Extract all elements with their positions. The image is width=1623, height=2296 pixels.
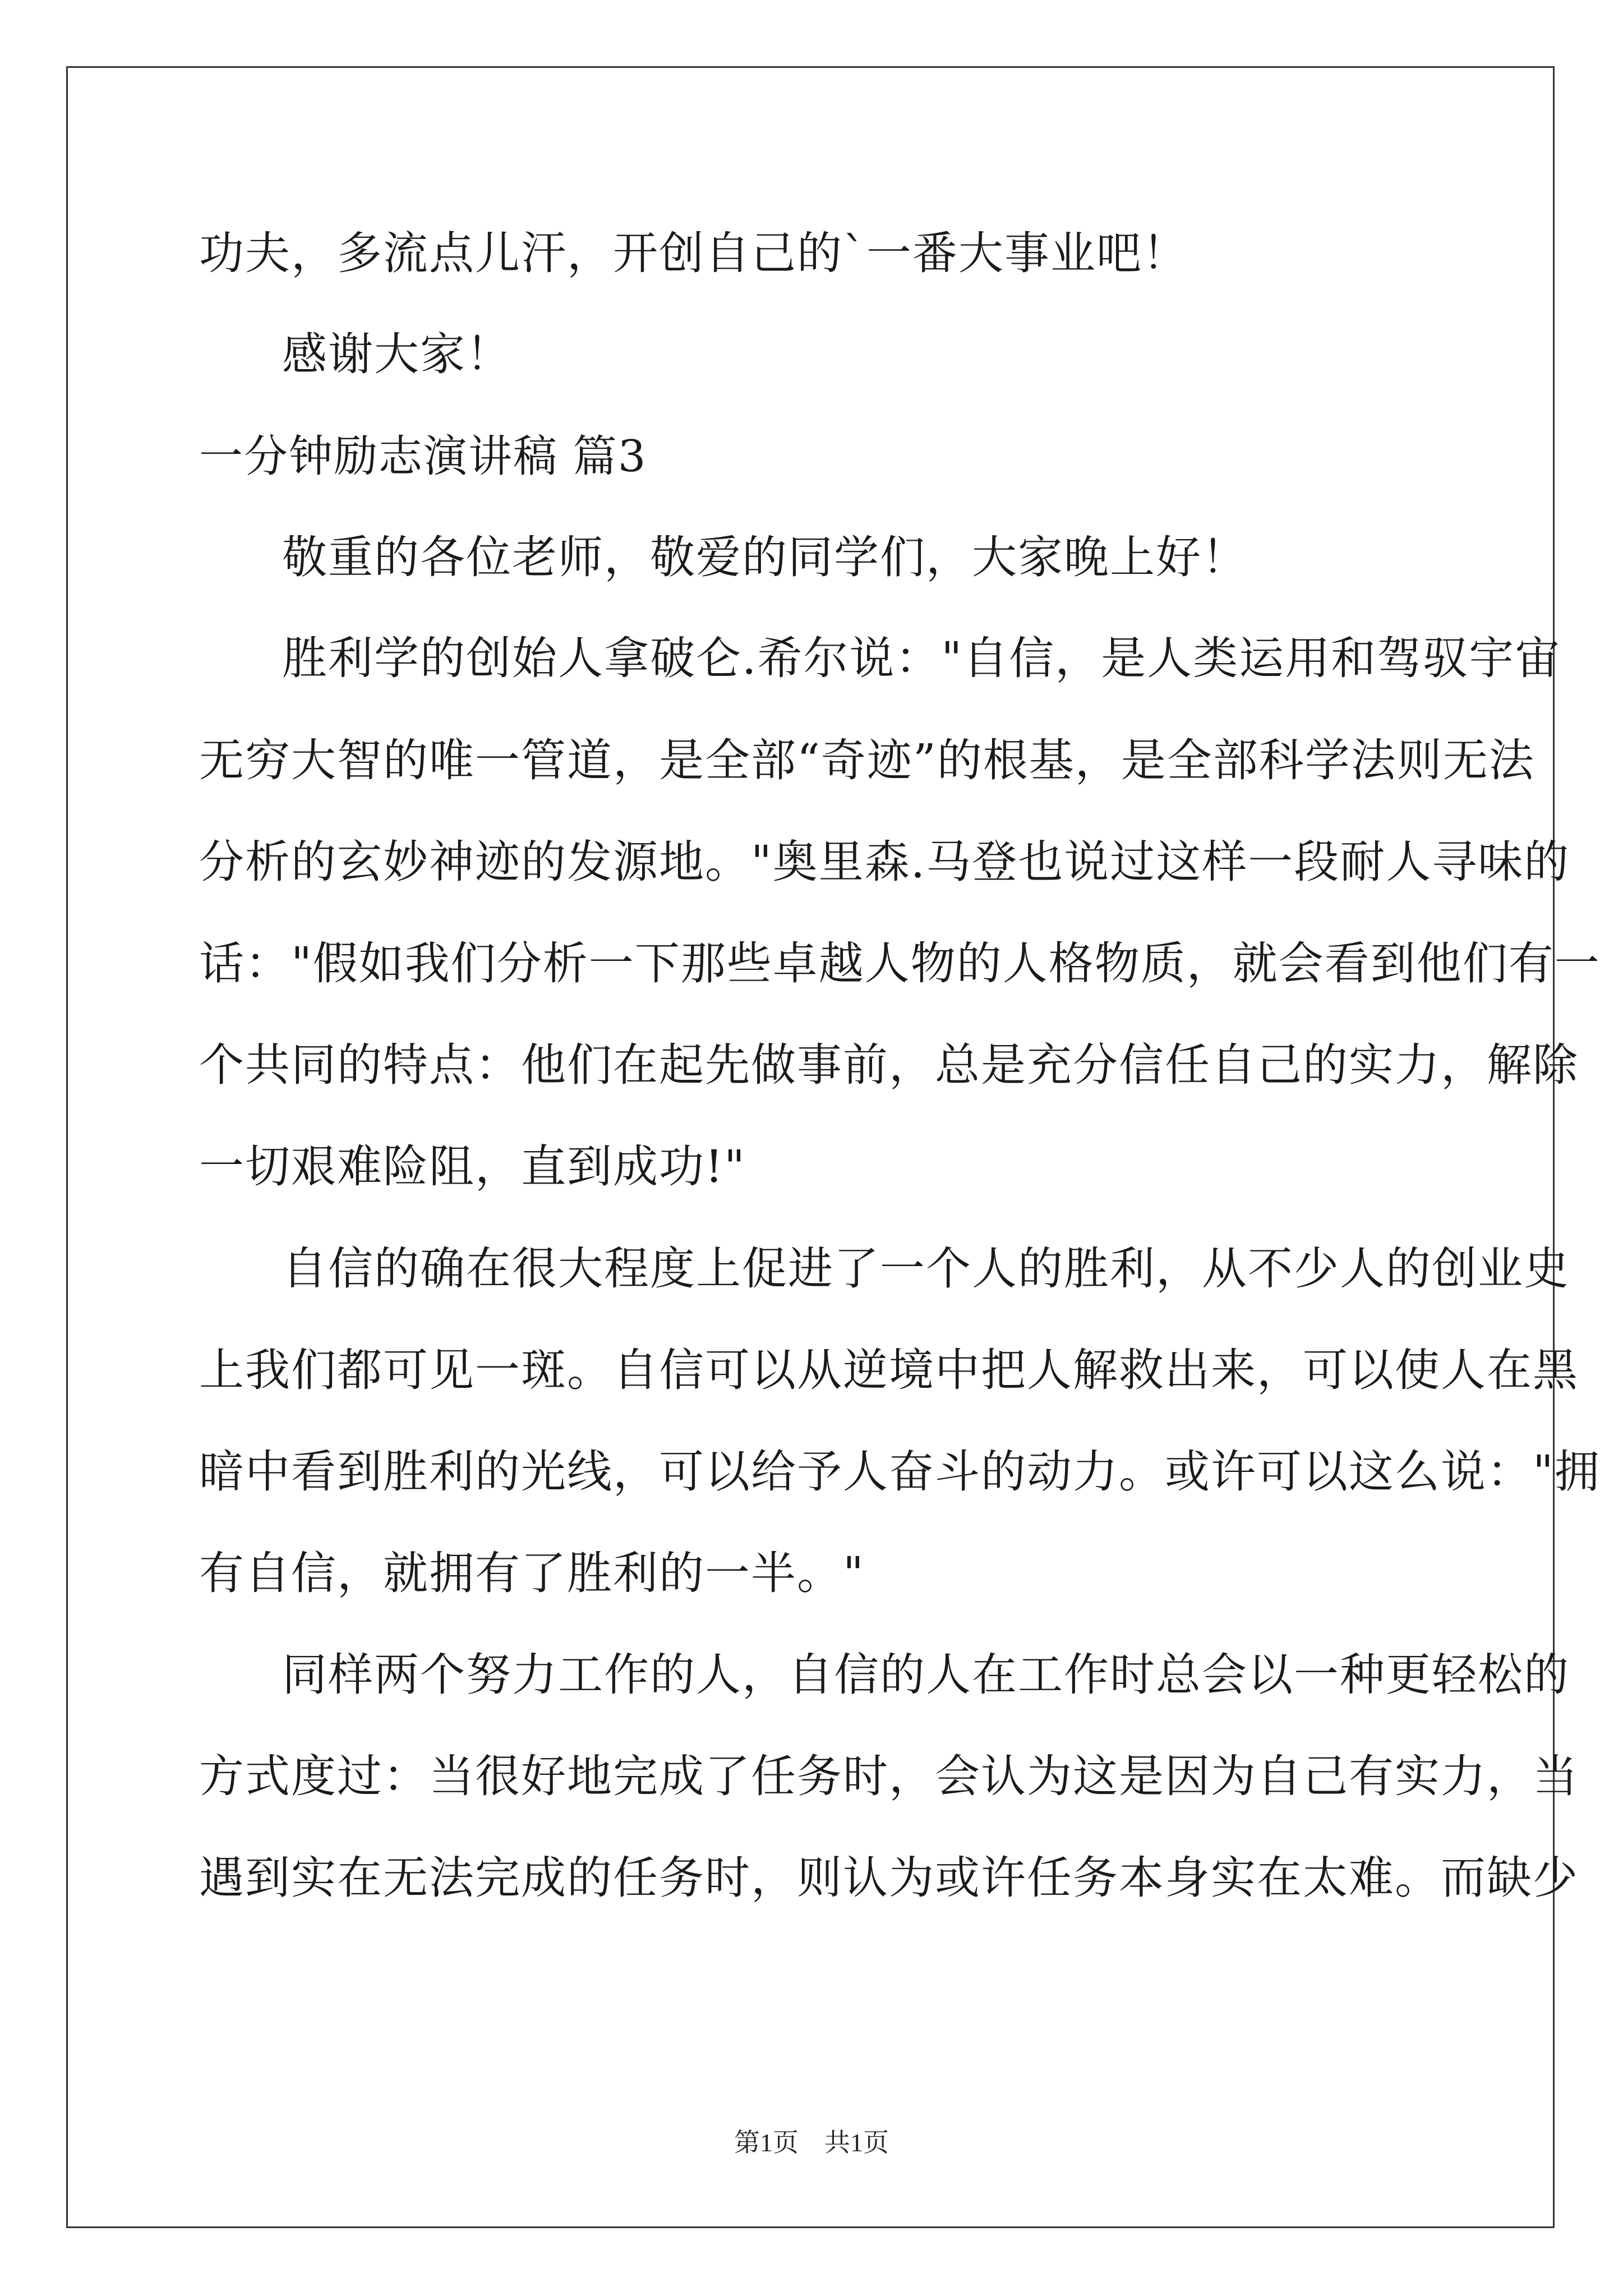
paragraph-line: 一切艰难险阻，直到成功!" <box>199 1140 746 1193</box>
paragraph-line: 无穷大智的唯一管道，是全部“奇迹”的根基，是全部科学法则无法 <box>199 734 1535 786</box>
closing-line: 感谢大家！ <box>282 328 512 380</box>
paragraph-line: 话："假如我们分析一下那些卓越人物的人格物质，就会看到他们有一 <box>199 937 1601 990</box>
paragraph-line: 暗中看到胜利的光线，可以给予人奋斗的动力。或许可以这么说："拥 <box>199 1446 1601 1498</box>
greeting-line: 敬重的各位老师，敬爱的同学们，大家晚上好！ <box>282 531 1248 583</box>
paragraph-line: 分析的玄妙神迹的发源地。"奥里森.马登也说过这样一段耐人寻味的 <box>199 836 1570 888</box>
paragraph-line: 方式度过：当很好地完成了任务时，会认为这是因为自己有实力，当 <box>199 1750 1579 1802</box>
paragraph-line: 上我们都可见一斑。自信可以从逆境中把人解救出来，可以使人在黑 <box>199 1344 1579 1396</box>
paragraph-line: 胜利学的创始人拿破仑.希尔说："自信，是人类运用和驾驭宇宙 <box>282 632 1561 684</box>
paragraph-line: 有自信，就拥有了胜利的一半。" <box>199 1547 865 1599</box>
page-footer: 第1页 共1页 <box>734 2128 889 2157</box>
paragraph-line: 功夫，多流点儿汗，开创自己的`一番大事业吧！ <box>199 227 1188 279</box>
paragraph-line: 自信的确在很大程度上促进了一个人的胜利，从不少人的创业史 <box>282 1243 1570 1295</box>
paragraph-line: 同样两个努力工作的人，自信的人在工作时总会以一种更轻松的 <box>282 1649 1570 1701</box>
section-heading: 一分钟励志演讲稿 篇3 <box>199 431 647 482</box>
paragraph-line: 遇到实在无法完成的任务时，则认为或许任务本身实在太难。而缺少 <box>199 1852 1579 1904</box>
paragraph-line: 个共同的特点：他们在起先做事前，总是充分信任自己的实力，解除 <box>199 1039 1579 1091</box>
